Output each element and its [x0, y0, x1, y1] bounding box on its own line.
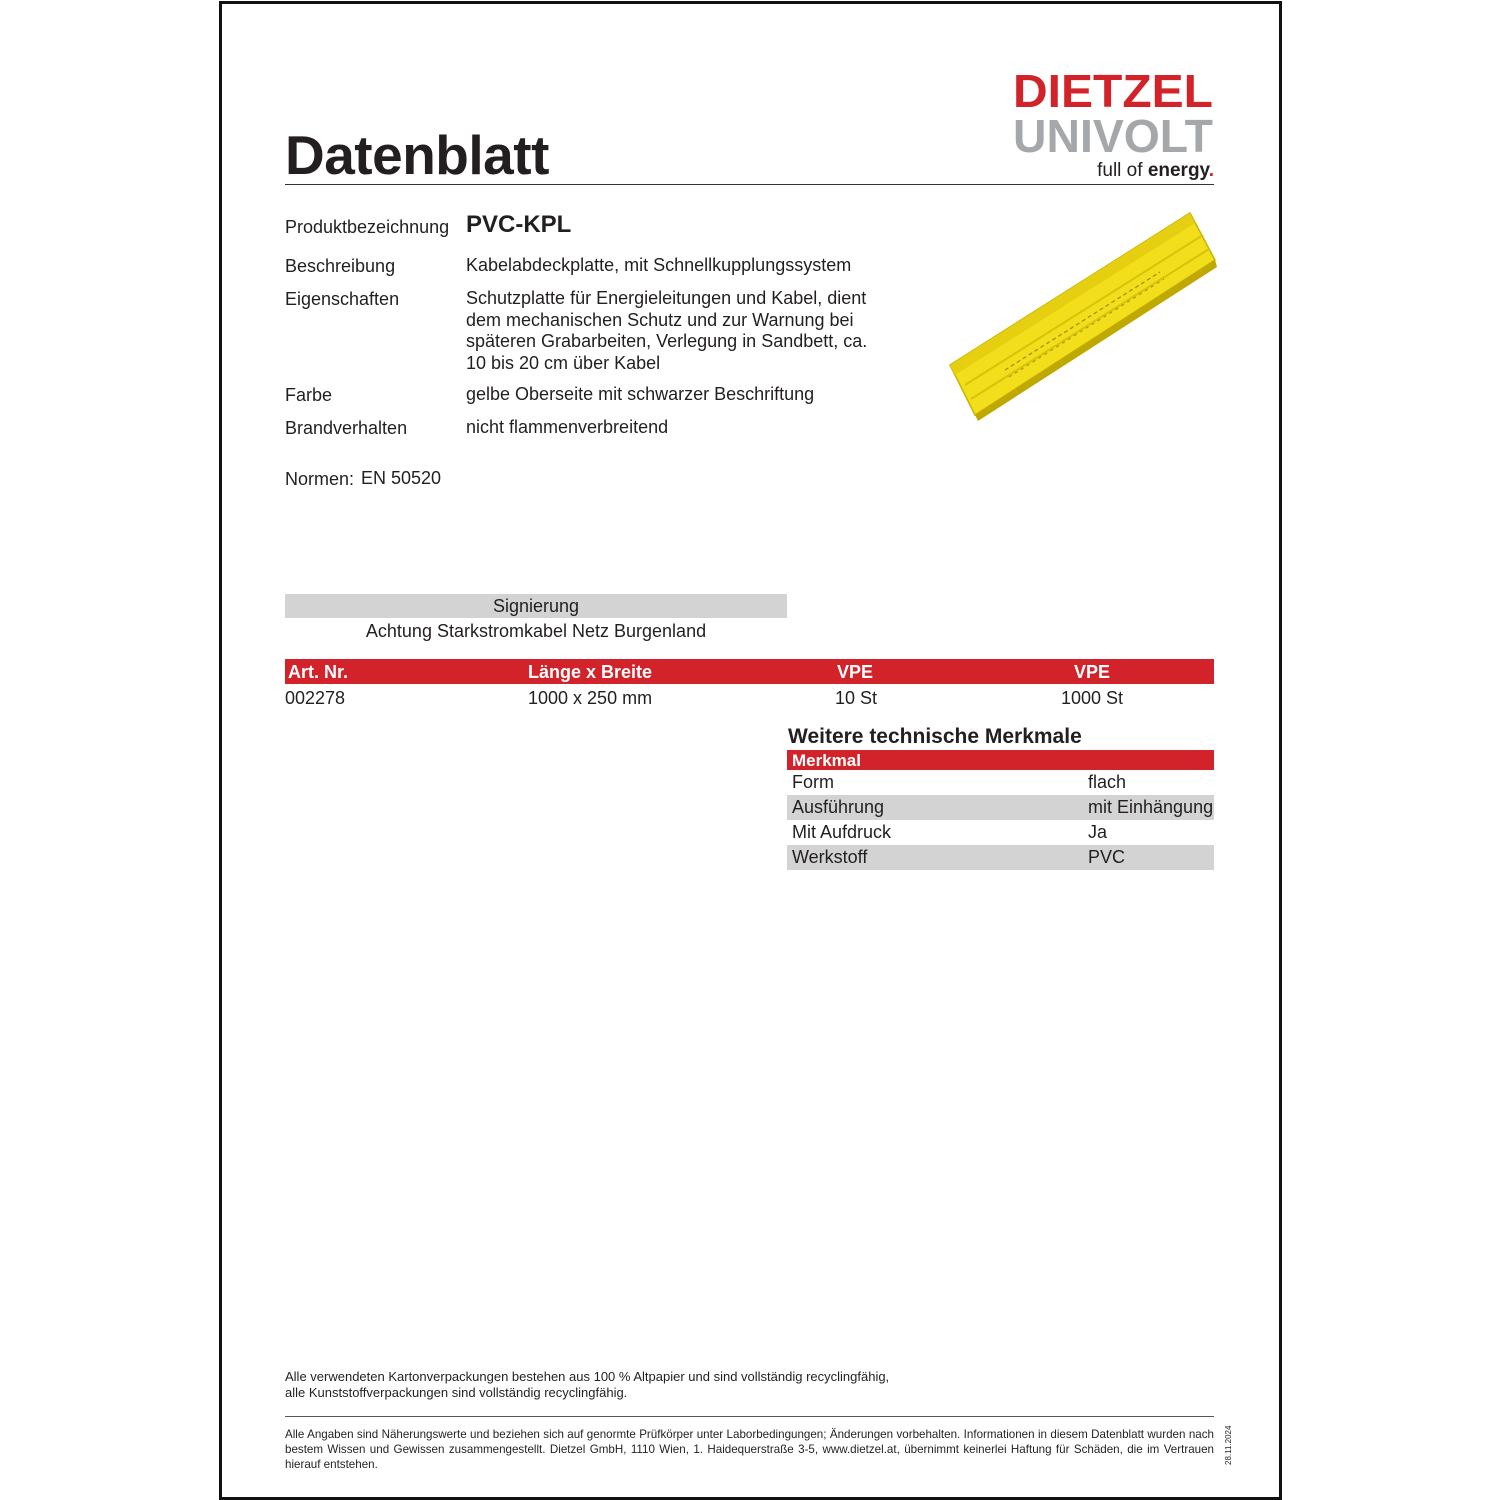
value-farbe: gelbe Oberseite mit schwarzer Beschriftung: [466, 384, 815, 404]
value-beschreibung: Kabelabdeckplatte, mit Schnellkupplungssystem: [466, 255, 852, 275]
label-produktbezeichnung: Produktbezeichnung: [285, 217, 450, 237]
cable-cover-plate-image: [945, 205, 1225, 425]
signierung-value: Achtung Starkstromkabel Netz Burgenland: [365, 621, 707, 641]
feature-value: PVC: [1088, 847, 1126, 867]
logo-graphic: [1010, 66, 1216, 182]
tech-features-title: Weitere technische Merkmale: [788, 725, 1082, 748]
recycling-line: alle Kunststoffverpackungen sind vollständig recyclingfähig.: [285, 1385, 628, 1400]
label-beschreibung: Beschreibung: [285, 256, 396, 276]
product-name: PVC-KPL: [466, 211, 572, 238]
cell-laenge-breite: 1000 x 250 mm: [528, 688, 653, 708]
recycling-line: Alle verwendeten Kartonverpackungen bestehen aus 100 % Altpapier und sind vollständig recyclingfähig,: [285, 1369, 890, 1384]
title-divider: [285, 184, 1214, 185]
cell-art-nr: 002278: [285, 688, 346, 708]
logo-line-2: UNIVOLT: [1013, 110, 1213, 162]
feature-value: mit Einhängung: [1088, 797, 1214, 817]
value-normen: EN 50520: [361, 468, 442, 488]
feature-value: flach: [1088, 772, 1127, 792]
table-row: [285, 687, 1214, 709]
signierung-header: Signierung: [285, 594, 787, 618]
cell-vpe-2: 1000 St: [1061, 688, 1124, 708]
eigenschaften-line: dem mechanischen Schutz und zur Warnung bei: [466, 309, 854, 330]
footer-divider: [285, 1416, 1214, 1417]
recycling-note: [285, 1369, 985, 1401]
feature-key: Werkstoff: [792, 847, 868, 867]
document-date: 28.11.2024: [1224, 1425, 1233, 1465]
col-header-art-nr: Art. Nr.: [288, 662, 349, 682]
table-row: [787, 820, 1214, 845]
eigenschaften-line: 10 bis 20 cm über Kabel: [466, 352, 661, 373]
label-eigenschaften: Eigenschaften: [285, 289, 400, 309]
feature-value: Ja: [1088, 822, 1108, 842]
logo-line-1: DIETZEL: [1013, 66, 1213, 117]
table-row: [787, 845, 1214, 870]
table-row: [787, 770, 1214, 795]
value-brandverhalten: nicht flammenverbreitend: [466, 417, 669, 437]
value-eigenschaften: [466, 288, 886, 374]
eigenschaften-line: späteren Grabarbeiten, Verlegung in Sandbett, ca.: [466, 331, 868, 351]
col-header-vpe: VPE: [1074, 662, 1111, 682]
col-header-vpe: VPE: [837, 662, 874, 682]
disclaimer: Alle Angaben sind Näherungswerte und beziehen sich auf genormte Prüfkörper unter Laborbedingungen; Änderungen vorbehalten. Informationen in diesem Datenblatt wurden nach bestem Wissen und Gewissen zusammengestellt. Dietzel GmbH, 1110 Wien, 1. Haidequerstraße 3-5, www.dietzel.at, übernimmt keinerlei Haftung für Schäden, die im Vertrauen hierauf entstehen.: [285, 1428, 1214, 1471]
label-normen: Normen:: [285, 469, 355, 489]
eigenschaften-line: Schutzplatte für Energieleitungen und Kabel, dient: [466, 288, 867, 308]
col-header-laenge-breite: Länge x Breite: [528, 662, 653, 682]
feature-key: Ausführung: [792, 797, 885, 817]
col-header-merkmal: Merkmal: [792, 751, 861, 770]
article-table-header: [285, 659, 1214, 684]
feature-key: Form: [792, 772, 834, 792]
label-farbe: Farbe: [285, 385, 333, 405]
dietzel-univolt-logo: [1010, 66, 1216, 182]
logo-tagline: full of energy.: [1097, 160, 1214, 181]
tech-features-header: [787, 750, 1214, 770]
table-row: [787, 795, 1214, 820]
cell-vpe-1: 10 St: [835, 688, 878, 708]
page-title: Datenblatt: [285, 124, 549, 186]
label-brandverhalten: Brandverhalten: [285, 418, 408, 438]
feature-key: Mit Aufdruck: [792, 822, 892, 842]
